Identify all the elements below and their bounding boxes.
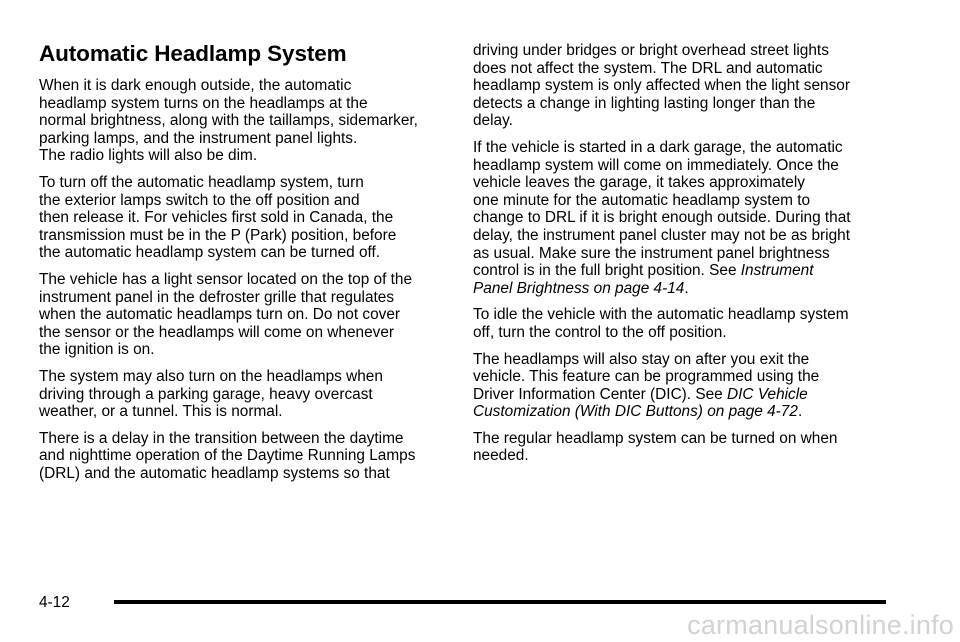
text-line: When it is dark enough outside, the automatic xyxy=(39,77,352,94)
text-line: driving through a parking garage, heavy overcast xyxy=(39,385,373,403)
text-line: instrument panel in the defroster grille that regulates xyxy=(39,288,395,306)
left-column xyxy=(39,40,453,491)
text-line xyxy=(473,403,887,421)
text-line xyxy=(473,386,887,404)
text-line: weather, or a tunnel. This is normal. xyxy=(39,403,283,421)
text-line: when the automatic headlamps turn on. Do not cover xyxy=(39,306,401,324)
text-segment: . xyxy=(797,403,803,421)
text-line: headlamp system is only affected when the light sensor xyxy=(473,77,850,95)
text-line: delay, the instrument panel cluster may not be as bright xyxy=(473,226,850,244)
text-line: the exterior lamps switch to the off position and xyxy=(39,191,360,209)
paragraph-parking-garage xyxy=(39,368,453,421)
watermark: carmanualsonline.info xyxy=(687,610,954,640)
text-segment: . xyxy=(684,279,689,297)
text-line: the ignition is on. xyxy=(39,341,155,359)
right-column xyxy=(473,42,887,474)
text-line: If the vehicle is started in a dark garage, the automatic xyxy=(473,138,843,156)
text-line: (DRL) and the automatic headlamp systems so that xyxy=(39,464,390,482)
cross-reference-link[interactable]: Customization (With DIC Buttons) on page 4-72 xyxy=(473,403,798,421)
text-line xyxy=(473,262,887,280)
page-title: Automatic Headlamp System xyxy=(39,41,347,66)
text-line: needed. xyxy=(473,447,529,465)
text-line: The system may also turn on the headlamps when xyxy=(39,367,383,385)
text-line: does not affect the system. The DRL and automatic xyxy=(473,59,823,77)
text-line xyxy=(473,280,887,298)
text-segment: control is in the full bright position. See xyxy=(473,262,741,280)
text-line: transmission must be in the P (Park) position, before xyxy=(39,226,397,244)
text-line: vehicle leaves the garage, it takes approximately xyxy=(473,174,805,192)
footer-divider xyxy=(114,600,886,604)
text-line: one minute for the automatic headlamp system to xyxy=(473,191,811,209)
text-line: To idle the vehicle with the automatic headlamp system xyxy=(473,306,849,324)
text-line: headlamp system will come on immediately. Once the xyxy=(473,156,839,174)
text-segment: Driver Information Center (DIC). See xyxy=(473,385,728,403)
text-line: the sensor or the headlamps will come on whenever xyxy=(39,323,395,341)
text-line: then release it. For vehicles first sold in Canada, the xyxy=(39,209,394,227)
page-number: 4-12 xyxy=(39,594,70,611)
text-line: as usual. Make sure the instrument panel brightness xyxy=(473,244,830,262)
paragraph-light-sensor xyxy=(39,271,453,359)
text-line: normal brightness, along with the taillamps, sidemarker, xyxy=(39,112,418,130)
text-line: the automatic headlamp system can be turned off. xyxy=(39,244,381,262)
paragraph-transition-delay xyxy=(39,430,453,483)
text-line: driving under bridges or bright overhead street lights xyxy=(473,42,829,59)
text-line: off, turn the control to the off position. xyxy=(473,323,727,341)
paragraph-idle-vehicle xyxy=(473,306,887,341)
text-line: change to DRL if it is bright enough outside. During that xyxy=(473,209,851,227)
text-line: headlamp system turns on the headlamps at the xyxy=(39,94,368,112)
text-line: detects a change in lighting lasting longer than the xyxy=(473,94,816,112)
paragraph-transition-continued xyxy=(473,42,887,130)
text-line: There is a delay in the transition between the daytime xyxy=(39,429,404,447)
cross-reference-link[interactable]: Panel Brightness on page 4-14 xyxy=(473,279,685,297)
text-line: The regular headlamp system can be turned on when xyxy=(473,429,838,447)
text-line: The radio lights will also be dim. xyxy=(39,147,258,165)
text-line: The headlamps will also stay on after you exit the xyxy=(473,350,810,368)
paragraph-automatic-operation xyxy=(39,77,453,165)
cross-reference-link[interactable]: DIC Vehicle xyxy=(727,385,808,403)
paragraph-exit-delay xyxy=(473,351,887,421)
text-line: delay. xyxy=(473,112,513,130)
text-line: The vehicle has a light sensor located on the top of the xyxy=(39,270,413,288)
cross-reference-link[interactable]: Instrument xyxy=(740,262,814,280)
paragraph-turn-off xyxy=(39,174,453,262)
paragraph-dark-garage xyxy=(473,139,887,297)
text-line: vehicle. This feature can be programmed using the xyxy=(473,368,820,386)
text-line: and nighttime operation of the Daytime Running Lamps xyxy=(39,447,416,465)
text-line: parking lamps, and the instrument panel lights. xyxy=(39,129,358,147)
text-line: To turn off the automatic headlamp system, turn xyxy=(39,173,364,191)
paragraph-regular-system xyxy=(473,430,887,465)
